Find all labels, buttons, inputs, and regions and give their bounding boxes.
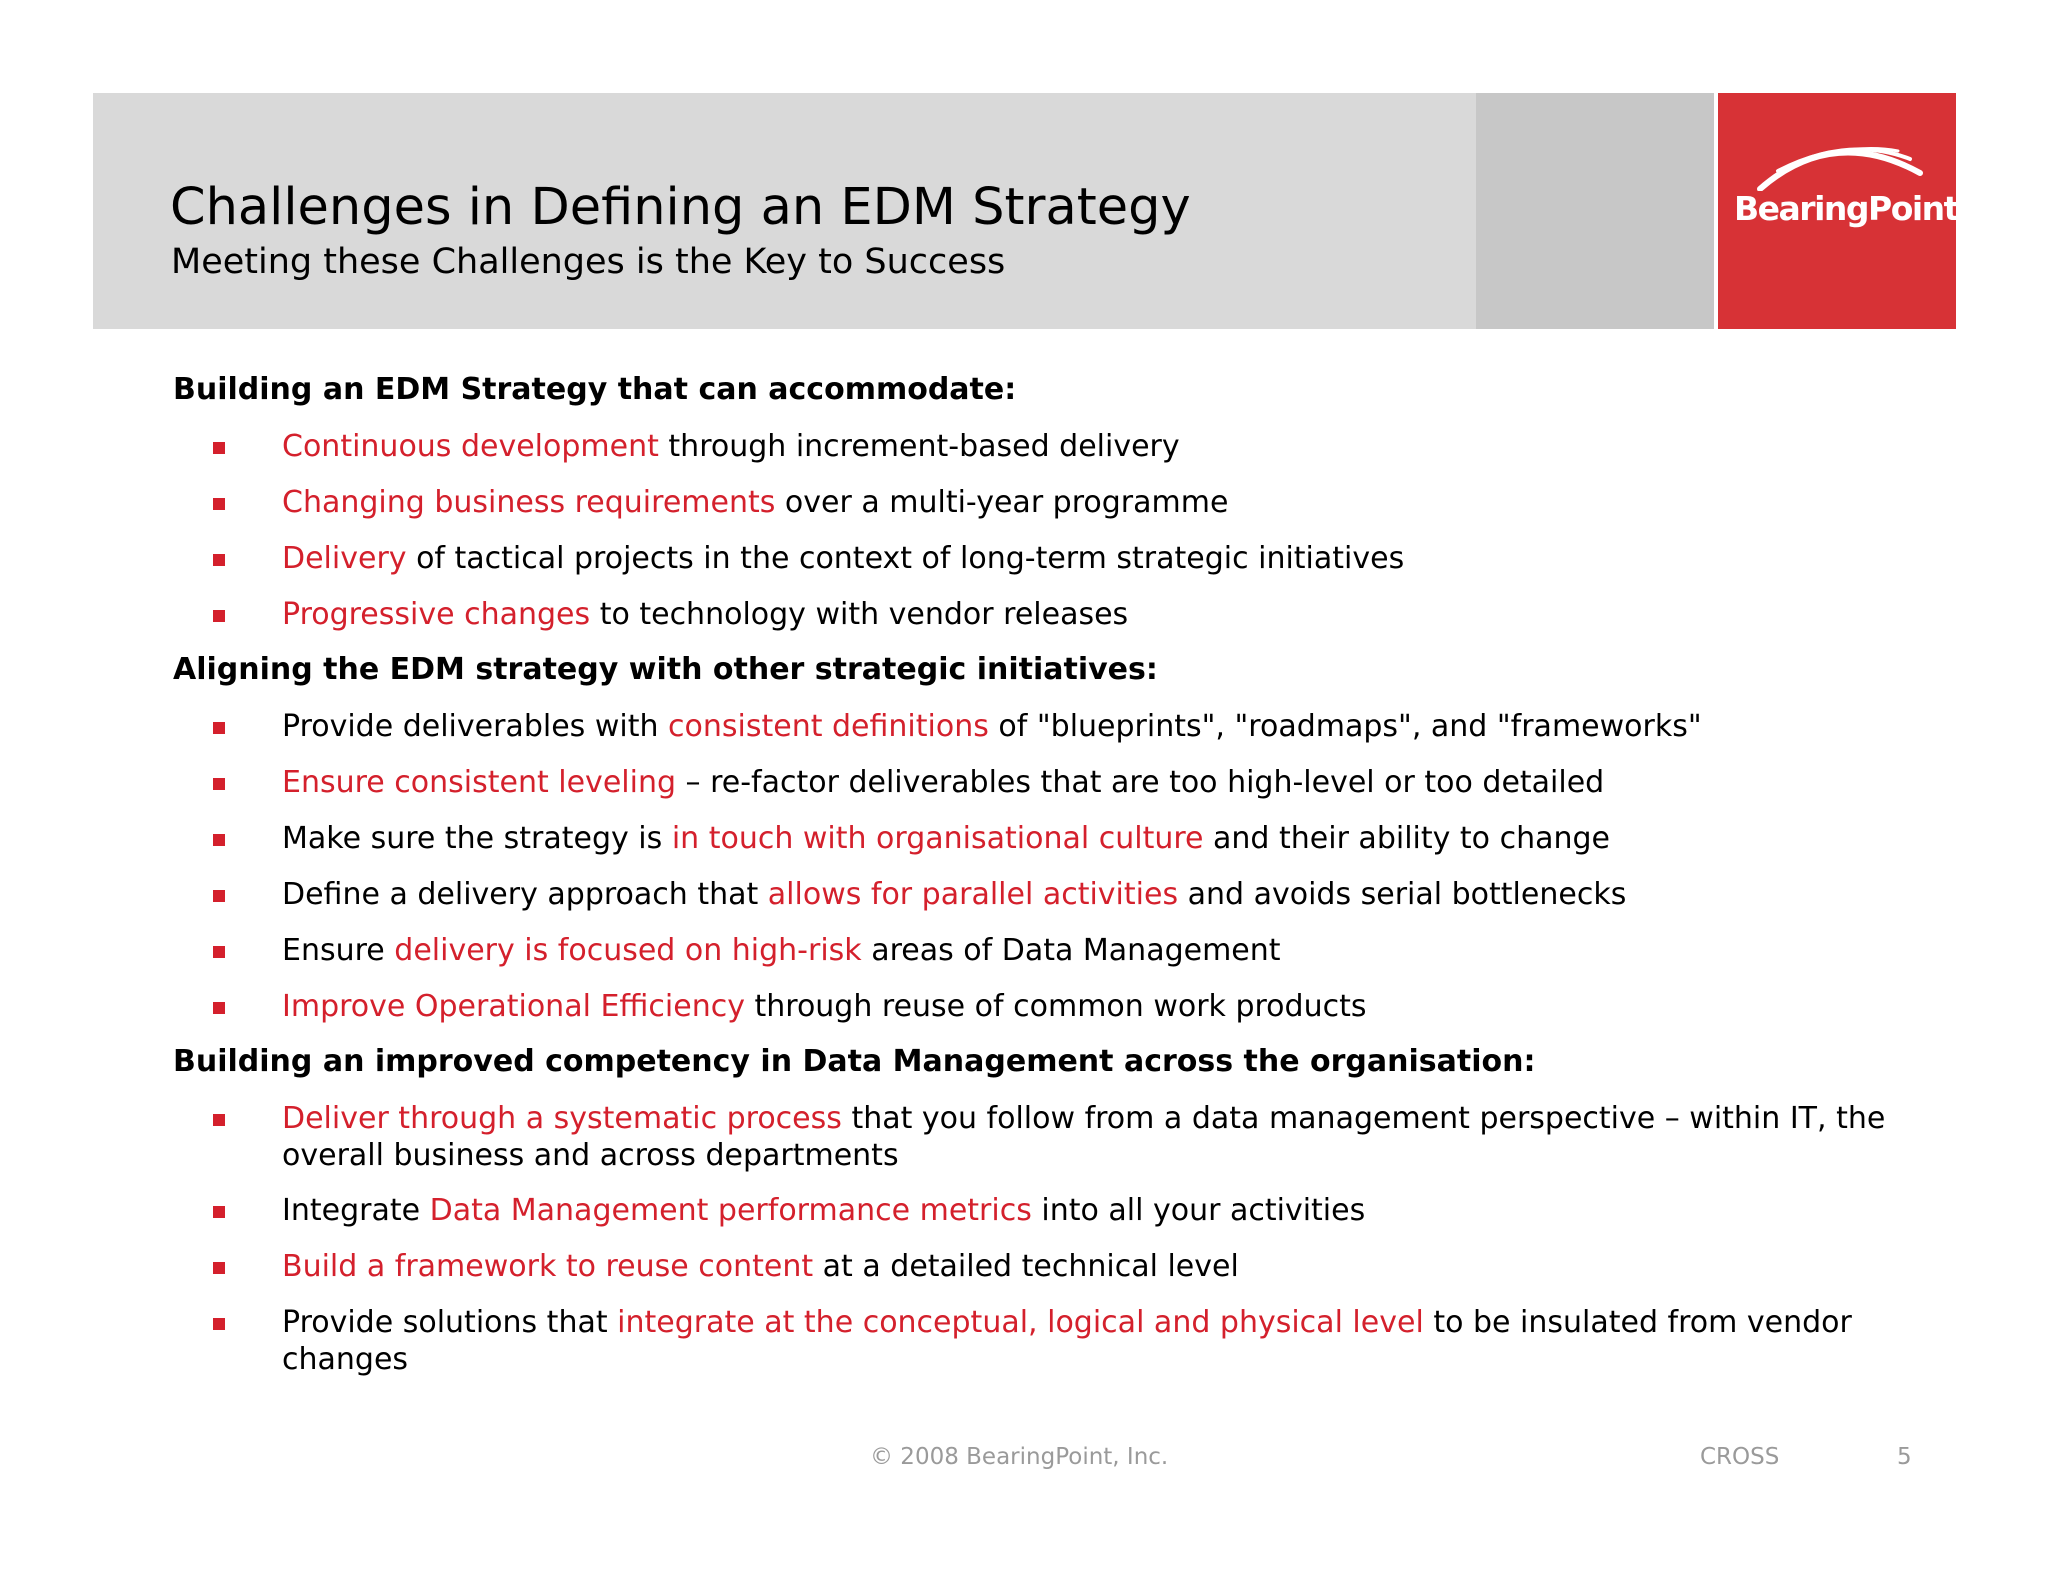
footer-label: CROSS <box>1700 1444 1780 1470</box>
square-bullet-icon <box>213 498 225 510</box>
bullet-list <box>173 708 1893 1025</box>
item-highlight: Deliver through a systematic process <box>282 1101 842 1136</box>
section-heading: Building an improved competency in Data Management across the organisation: <box>173 1044 1536 1079</box>
item-text: Define a delivery approach that <box>282 877 768 912</box>
bearingpoint-logo <box>1718 93 1962 329</box>
section-heading: Building an EDM Strategy that can accommodate: <box>173 372 1017 407</box>
item-highlight: Improve Operational Efficiency <box>282 989 745 1024</box>
section-accommodate <box>173 372 1893 633</box>
item-text: through increment-based delivery <box>658 429 1180 464</box>
item-text: and their ability to change <box>1203 821 1610 856</box>
item-text: to technology with vendor releases <box>590 597 1129 632</box>
item-text: and avoids serial bottlenecks <box>1178 877 1627 912</box>
item-text: Ensure <box>282 933 395 968</box>
item-text: Make sure the strategy is <box>282 821 672 856</box>
item-highlight: allows for parallel activities <box>767 877 1179 912</box>
page-number: 5 <box>1897 1444 1912 1470</box>
square-bullet-icon <box>213 1318 225 1330</box>
list-item <box>173 876 1893 913</box>
item-text: at a detailed technical level <box>813 1249 1239 1284</box>
item-highlight: consistent definitions <box>668 709 989 744</box>
square-bullet-icon <box>213 1114 225 1126</box>
item-text: into all your activities <box>1031 1193 1366 1228</box>
logo-arcs-icon <box>1738 131 1938 191</box>
item-highlight: delivery is focused on high-risk <box>394 933 862 968</box>
square-bullet-icon <box>213 834 225 846</box>
section-competency <box>173 1044 1893 1378</box>
list-item <box>173 988 1893 1025</box>
list-item <box>173 540 1893 577</box>
item-text: areas of Data Management <box>861 933 1281 968</box>
item-text: over a multi-year programme <box>775 485 1229 520</box>
list-item <box>173 1192 1893 1229</box>
footer-copyright: © 2008 BearingPoint, Inc. <box>870 1444 1169 1470</box>
item-highlight: Build a framework to reuse content <box>282 1249 814 1284</box>
item-highlight: Continuous development <box>282 429 659 464</box>
list-item <box>173 428 1893 465</box>
logo-mark: . <box>1957 208 1962 224</box>
list-item <box>173 820 1893 857</box>
list-item <box>173 932 1893 969</box>
item-highlight: Changing business requirements <box>282 485 776 520</box>
logo-text: BearingPoint <box>1734 189 1958 228</box>
square-bullet-icon <box>213 946 225 958</box>
item-text: Provide solutions that <box>282 1305 618 1340</box>
list-item <box>173 596 1893 633</box>
list-item <box>173 1100 1893 1174</box>
item-text: Integrate <box>282 1193 430 1228</box>
page-title: Challenges in Defining an EDM Strategy <box>170 178 1191 237</box>
square-bullet-icon <box>213 1206 225 1218</box>
list-item <box>173 764 1893 801</box>
page-subtitle: Meeting these Challenges is the Key to Success <box>171 242 1006 282</box>
item-text: – re-factor deliverables that are too high-level or too detailed <box>676 765 1605 800</box>
square-bullet-icon <box>213 722 225 734</box>
square-bullet-icon <box>213 442 225 454</box>
list-item <box>173 1304 1893 1378</box>
item-text: through reuse of common work products <box>744 989 1367 1024</box>
item-highlight: Data Management performance metrics <box>429 1193 1032 1228</box>
square-bullet-icon <box>213 778 225 790</box>
section-aligning <box>173 652 1893 1025</box>
list-item <box>173 1248 1893 1285</box>
item-highlight: Progressive changes <box>282 597 591 632</box>
item-text: that you follow from a data management perspective – within IT, the overall business and across departments <box>282 1101 1886 1173</box>
bullet-list <box>173 1100 1893 1378</box>
item-text: of "blueprints", "roadmaps", and "frameworks" <box>988 709 1702 744</box>
slide-content <box>173 372 1893 1396</box>
list-item <box>173 484 1893 521</box>
header-band-accent <box>1476 93 1714 329</box>
item-highlight: integrate at the conceptual, logical and physical level <box>617 1305 1424 1340</box>
bullet-list <box>173 428 1893 633</box>
item-text: to be insulated from vendor changes <box>282 1305 1852 1377</box>
item-text: Provide deliverables with <box>282 709 669 744</box>
list-item <box>173 708 1893 745</box>
item-highlight: Delivery <box>282 541 407 576</box>
item-highlight: in touch with organisational culture <box>671 821 1204 856</box>
square-bullet-icon <box>213 1002 225 1014</box>
section-heading: Aligning the EDM strategy with other strategic initiatives: <box>173 652 1158 687</box>
square-bullet-icon <box>213 554 225 566</box>
item-highlight: Ensure consistent leveling <box>282 765 676 800</box>
item-text: of tactical projects in the context of long-term strategic initiatives <box>406 541 1405 576</box>
square-bullet-icon <box>213 890 225 902</box>
square-bullet-icon <box>213 610 225 622</box>
logo-wordmark <box>1734 189 1962 228</box>
square-bullet-icon <box>213 1262 225 1274</box>
